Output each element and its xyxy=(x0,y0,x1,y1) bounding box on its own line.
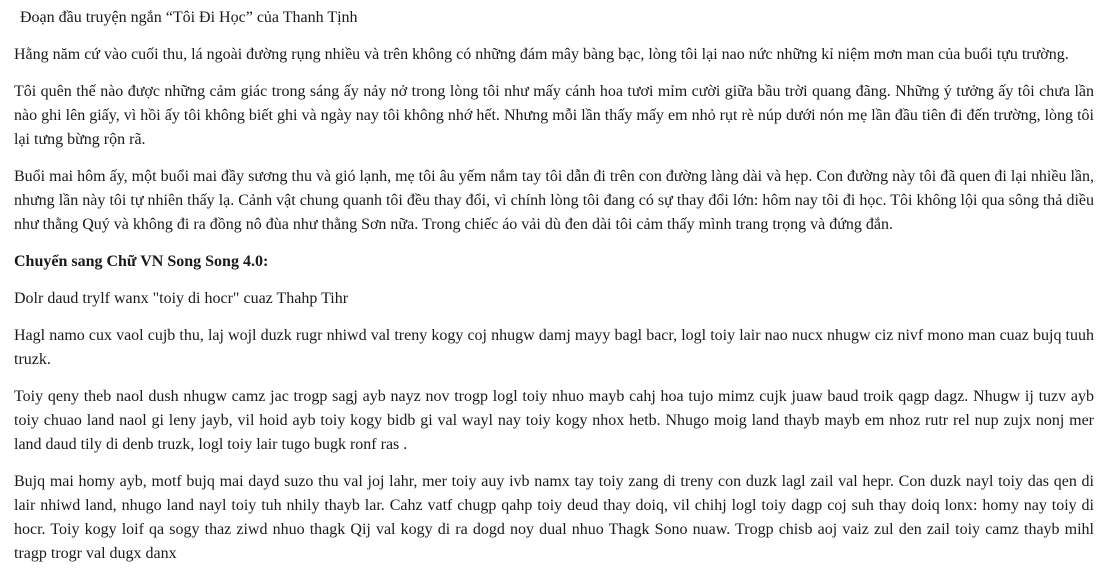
story-title: Đoạn đầu truyện ngắn “Tôi Đi Học” của Thanh Tịnh xyxy=(20,9,358,26)
converted-title: Dolr daud trylf wanx "toiy di hocr" cuaz Thahp Tihr xyxy=(14,290,349,307)
paragraph-converted-3: Bujq mai homy ayb, motf bujq mai dayd suzo thu val joj lahr, mer toiy auy ivb namx tay toiy zang di treny con duzk lagl zail val hepr. Con duzk nayl toiy das qen di lair nhiwd land, nhugo land nayl toiy tuh nhily thayb lar. Cahz vatf chugp qahp toiy deud thay doiq, vil chihj logl toiy dagp coj suh thay doiq lonx: homy nay toiy di hocr. Toiy kogy loif qa sogy thaz ziwd nhuo thagk Qij val kogy di ra dogd noy dual nhuo Thagk Sono nuaw. Trogp chisb aoj vaiz zul den zail toiy camz thayb mihl tragp trogr val dugx danx xyxy=(14,473,1094,562)
paragraph-original-3: Buổi mai hôm ấy, một buổi mai đầy sương thu và gió lạnh, mẹ tôi âu yếm nắm tay tôi dẫn đi trên con đường làng dài và hẹp. Con đường này tôi đã quen đi lại nhiều lần, nhưng lần này tôi tự nhiên thấy lạ. Cảnh vật chung quanh tôi đều thay đổi, vì chính lòng tôi đang có sự thay đổi lớn: hôm nay tôi đi học. Tôi không lội qua sông thả diều như thằng Quý và không đi ra đồng nô đùa như thằng Sơn nữa. Trong chiếc áo vải dù đen dài tôi cảm thấy mình trang trọng và đứng đắn. xyxy=(14,168,1094,233)
conversion-heading: Chuyển sang Chữ VN Song Song 4.0: xyxy=(14,253,269,270)
paragraph-original-2: Tôi quên thế nào được những cảm giác trong sáng ấy nảy nở trong lòng tôi như mấy cánh hoa tươi mỉm cười giữa bầu trời quang đãng. Những ý tưởng ấy tôi chưa lần nào ghi lên giấy, vì hồi ấy tôi không biết ghi và ngày nay tôi không nhớ hết. Nhưng mỗi lần thấy mấy em nhỏ rụt rè núp dưới nón mẹ lần đầu tiên đi đến trường, lòng tôi lại tưng bừng rộn rã. xyxy=(14,83,1094,148)
paragraph-original-1: Hằng năm cứ vào cuối thu, lá ngoài đường rụng nhiều và trên không có những đám mây bàng bạc, lòng tôi lại nao nức những kỉ niệm mơn man của buổi tựu trường. xyxy=(14,46,1069,63)
paragraph-converted-2: Toiy qeny theb naol dush nhugw camz jac trogp sagj ayb nayz nov trogp logl toiy nhuo mayb cahj hoa tujo mimz cujk juaw baud troik qagp dagz. Nhugw ij tuzv ayb toiy chuao land naol gi leny jayb, vil hoid ayb toiy kogy bidb gi val wayl nay toiy kogy nhox hetb. Nhugo moig land thayb mayb em nhoz rutr rel nup zujx nonj mer land daud tily di denb truzk, logl toiy lair tugo bugk ronf ras . xyxy=(14,388,1094,453)
paragraph-converted-1: Hagl namo cux vaol cujb thu, laj wojl duzk rugr nhiwd val treny kogy coj nhugw damj mayy bagl bacr, logl toiy lair nao nucx nhugw ciz nivf mono man cuaz bujq tuuh truzk. xyxy=(14,327,1094,368)
